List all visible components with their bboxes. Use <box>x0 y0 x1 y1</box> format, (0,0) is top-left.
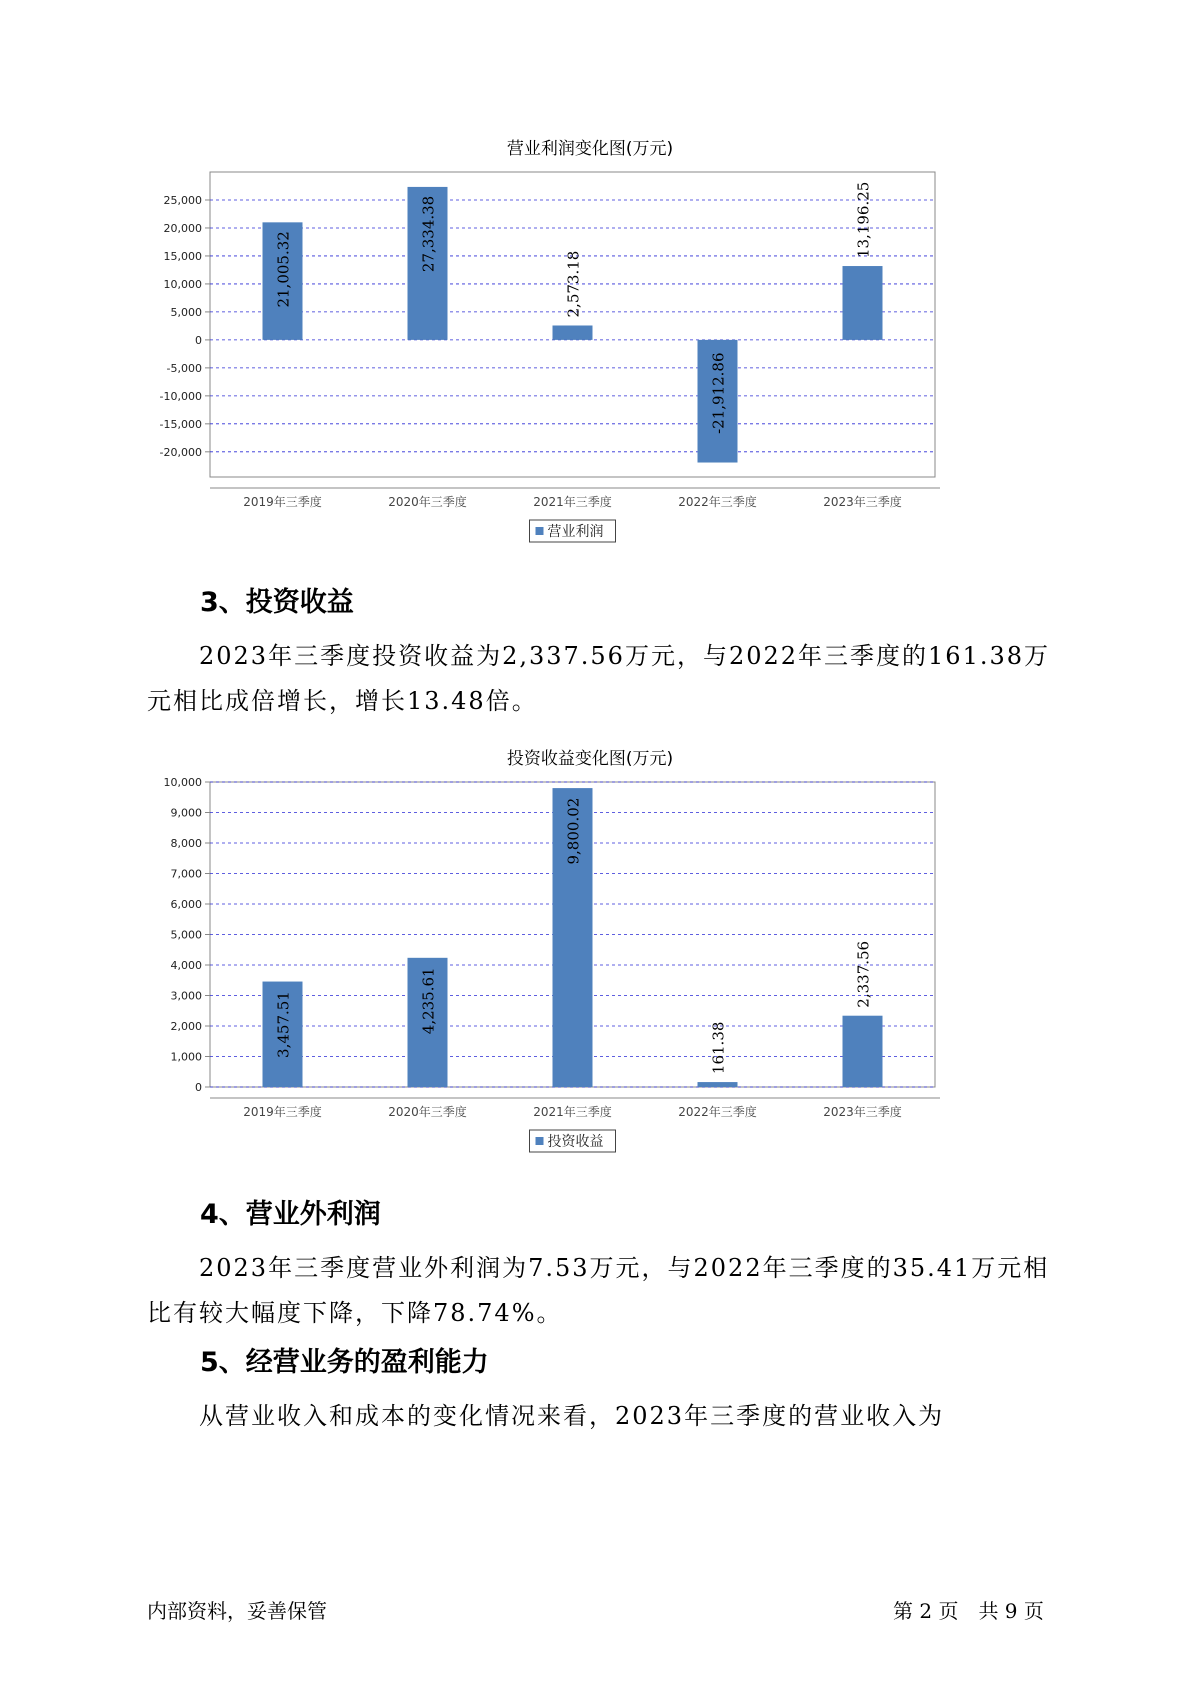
bar-value-label: 161.38 <box>709 1021 728 1075</box>
y-tick-label: 7,000 <box>170 867 202 881</box>
y-tick-label: -20,000 <box>159 445 202 459</box>
legend-swatch <box>536 1137 544 1145</box>
y-tick-label: 15,000 <box>163 249 202 263</box>
footer-page-number: 第 2 页 共 9 页 <box>893 1599 1044 1623</box>
investment-paragraph <box>147 634 1067 724</box>
bar <box>843 266 883 340</box>
y-tick-label: 25,000 <box>163 193 202 207</box>
chart-title: 营业利润变化图(万元) <box>506 139 674 159</box>
y-tick-label: 6,000 <box>170 898 202 911</box>
section-heading-nonoperating: 4、营业外利润 <box>200 1199 381 1230</box>
x-tick-label: 2023年三季度 <box>823 1105 902 1119</box>
y-tick-label: -10,000 <box>159 389 202 403</box>
legend-swatch <box>536 527 544 535</box>
y-tick-label: 20,000 <box>163 221 202 235</box>
bar-value-label: 13,196.25 <box>854 181 873 259</box>
y-tick-label: 3,000 <box>170 989 202 1003</box>
x-tick-label: 2020年三季度 <box>388 1105 467 1119</box>
operating-profit-chart-svg <box>150 140 1030 560</box>
y-tick-label: 1,000 <box>170 1050 202 1064</box>
x-tick-label: 2023年三季度 <box>823 495 902 509</box>
y-tick-label: 0 <box>195 1081 202 1094</box>
y-tick-label: 5,000 <box>170 928 202 942</box>
y-tick-label: 4,000 <box>170 959 202 972</box>
nonoperating-paragraph <box>147 1246 1067 1336</box>
x-tick-label: 2019年三季度 <box>243 1105 322 1119</box>
x-tick-label: 2022年三季度 <box>678 495 757 509</box>
y-tick-label: 10,000 <box>163 776 202 789</box>
y-tick-label: 8,000 <box>170 837 202 850</box>
bar-value-label: 2,337.56 <box>854 940 873 1008</box>
bar <box>553 325 593 339</box>
investment-income-chart <box>150 750 1030 1170</box>
y-tick-label: 2,000 <box>170 1020 202 1033</box>
bar-value-label: 4,235.61 <box>419 967 438 1035</box>
legend-label: 投资收益 <box>547 1134 604 1150</box>
plot-frame <box>210 172 935 477</box>
profitability-paragraph <box>147 1394 1067 1439</box>
bar-value-label: 21,005.32 <box>274 231 293 308</box>
x-tick-label: 2019年三季度 <box>243 495 322 509</box>
bar-value-label: 3,457.51 <box>274 991 293 1058</box>
bar-value-label: 27,334.38 <box>419 195 438 273</box>
x-tick-label: 2021年三季度 <box>533 1105 612 1119</box>
bar-value-label: 2,573.18 <box>564 250 583 318</box>
operating-profit-chart <box>150 140 1030 560</box>
section-heading-profitability: 5、经营业务的盈利能力 <box>200 1347 489 1378</box>
chart-title: 投资收益变化图(万元) <box>506 749 674 769</box>
x-tick-label: 2022年三季度 <box>678 1105 757 1119</box>
paragraph-line: 从营业收入和成本的变化情况来看，2023年三季度的营业收入为 <box>199 1402 945 1430</box>
paragraph-line: 元相比成倍增长，增长13.48倍。 <box>147 687 538 715</box>
x-tick-label: 2021年三季度 <box>533 495 612 509</box>
y-tick-label: -5,000 <box>166 361 202 375</box>
y-tick-label: 0 <box>195 333 202 347</box>
bar-value-label: 9,800.02 <box>564 797 583 865</box>
y-tick-label: 5,000 <box>170 305 202 319</box>
paragraph-line: 比有较大幅度下降，下降78.74%。 <box>147 1299 563 1327</box>
y-tick-label: 9,000 <box>170 806 202 820</box>
section-heading-investment: 3、投资收益 <box>200 587 354 618</box>
footer-left: 内部资料，妥善保管 <box>147 1599 327 1623</box>
y-tick-label: -15,000 <box>159 417 202 431</box>
bar <box>843 1016 883 1087</box>
bar-value-label: -21,912.86 <box>709 352 728 434</box>
x-tick-label: 2020年三季度 <box>388 495 467 509</box>
paragraph-line: 2023年三季度投资收益为2,337.56万元，与2022年三季度的161.38万 <box>199 642 1051 670</box>
bar <box>698 1082 738 1087</box>
y-tick-label: 10,000 <box>163 277 202 291</box>
legend-label: 营业利润 <box>547 524 604 540</box>
investment-income-chart-svg <box>150 750 1030 1170</box>
paragraph-line: 2023年三季度营业外利润为7.53万元，与2022年三季度的35.41万元相 <box>199 1254 1050 1282</box>
